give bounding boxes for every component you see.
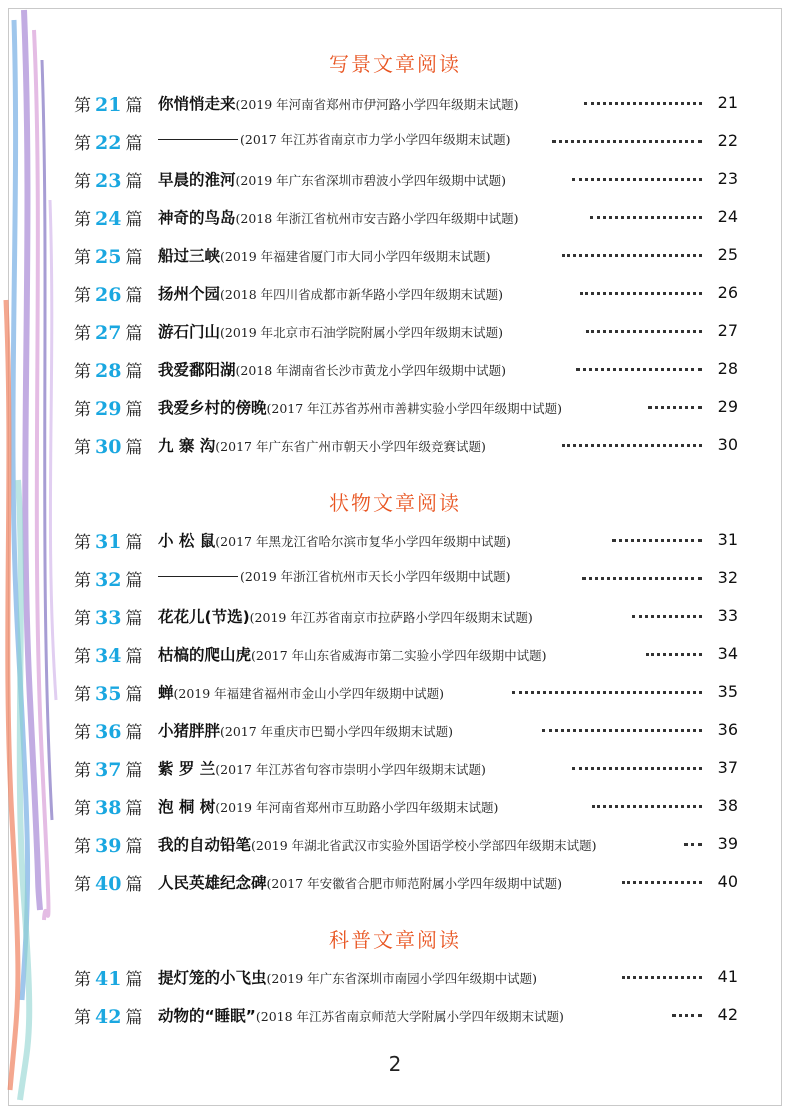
entry-suffix: 篇 — [125, 210, 143, 230]
entry-prefix: 第 — [74, 362, 91, 382]
entry-suffix: 篇 — [125, 799, 143, 819]
entry-suffix: 篇 — [125, 761, 143, 781]
entry-source: (2019 年福建省福州市金山小学四年级期中试题) — [173, 686, 445, 701]
entry-prefix: 第 — [74, 609, 91, 629]
entry-page: 23 — [717, 169, 738, 188]
entry-page: 38 — [717, 796, 738, 815]
entry-number: 23 — [95, 170, 122, 192]
entry-number: 31 — [95, 531, 122, 553]
title-blank-line — [158, 139, 238, 140]
entry-title: 小 松 鼠 — [158, 532, 216, 550]
entry-suffix: 篇 — [125, 647, 143, 667]
entry-page: 39 — [717, 834, 738, 853]
leader-dots — [672, 1014, 702, 1019]
entry-title: 我的自动铅笔 — [158, 836, 252, 854]
entry-number: 28 — [95, 360, 122, 382]
entry-number: 22 — [95, 132, 122, 154]
toc-entry-36[interactable] — [74, 718, 738, 746]
toc-entry-39[interactable] — [74, 832, 738, 860]
entry-title: 船过三峡 — [158, 247, 221, 265]
entry-title: 泡 桐 树 — [158, 798, 216, 816]
leader-dots — [684, 843, 702, 848]
entry-number: 26 — [95, 284, 122, 306]
section-title-objects: 状物文章阅读 — [329, 491, 461, 515]
entry-source: (2017 年安徽省合肥市师范附属小学四年级期中试题) — [266, 876, 563, 891]
entry-suffix: 篇 — [125, 172, 143, 192]
entry-source: (2019 年江苏省南京市拉萨路小学四年级期末试题) — [249, 610, 533, 625]
entry-suffix: 篇 — [125, 609, 143, 629]
entry-prefix: 第 — [74, 96, 91, 116]
entry-page: 42 — [717, 1005, 738, 1024]
leader-dots — [582, 577, 702, 582]
leader-dots — [586, 330, 702, 335]
entry-number: 41 — [95, 968, 122, 990]
toc-entry-33[interactable] — [74, 604, 738, 632]
entry-source: (2019 年广东省深圳市碧波小学四年级期中试题) — [235, 173, 507, 188]
entry-prefix: 第 — [74, 134, 91, 154]
entry-prefix: 第 — [74, 647, 91, 667]
entry-source: (2017 年重庆市巴蜀小学四年级期末试题) — [220, 724, 454, 739]
entry-prefix: 第 — [74, 685, 91, 705]
entry-page: 29 — [717, 397, 738, 416]
entry-number: 33 — [95, 607, 122, 629]
entry-suffix: 篇 — [125, 438, 143, 458]
entry-page: 34 — [717, 644, 738, 663]
leader-dots — [552, 140, 702, 145]
entry-number: 36 — [95, 721, 122, 743]
entry-suffix: 篇 — [125, 970, 143, 990]
entry-title: 枯槁的爬山虎 — [158, 646, 252, 664]
title-blank-line — [158, 576, 238, 577]
entry-number: 32 — [95, 569, 122, 591]
leader-dots — [580, 292, 702, 297]
toc-entry-42[interactable] — [74, 1003, 738, 1031]
toc-entry-37[interactable] — [74, 756, 738, 784]
leader-dots — [572, 767, 702, 772]
leader-dots — [562, 444, 702, 449]
entry-title: 花花儿(节选) — [158, 608, 250, 626]
entry-title: 动物的“睡眠” — [158, 1007, 256, 1025]
entry-source: (2018 年江苏省南京师范大学附属小学四年级期末试题) — [255, 1009, 564, 1024]
leader-dots — [648, 406, 702, 411]
entry-title: 紫 罗 兰 — [158, 760, 216, 778]
entry-title: 游石门山 — [158, 323, 221, 341]
entry-suffix: 篇 — [125, 685, 143, 705]
toc-entry-26[interactable] — [74, 281, 738, 309]
entry-suffix: 篇 — [125, 1008, 143, 1028]
entry-page: 37 — [717, 758, 738, 777]
toc-entry-40[interactable] — [74, 870, 738, 898]
leader-dots — [542, 729, 702, 734]
leader-dots — [632, 615, 702, 620]
entry-suffix: 篇 — [125, 533, 143, 553]
entry-page: 40 — [717, 872, 738, 891]
entry-number: 29 — [95, 398, 122, 420]
entry-prefix: 第 — [74, 400, 91, 420]
entry-number: 24 — [95, 208, 122, 230]
entry-prefix: 第 — [74, 723, 91, 743]
entry-prefix: 第 — [74, 248, 91, 268]
entry-title: 我爱鄱阳湖 — [158, 361, 236, 379]
entry-prefix: 第 — [74, 172, 91, 192]
leader-dots — [592, 805, 702, 810]
toc-entry-31[interactable] — [74, 528, 738, 556]
entry-page: 36 — [717, 720, 738, 739]
entry-title: 人民英雄纪念碑 — [158, 874, 267, 892]
entry-prefix: 第 — [74, 1008, 91, 1028]
entry-page: 22 — [717, 131, 738, 150]
entry-page: 31 — [717, 530, 738, 549]
entry-title: 九 寨 沟 — [158, 437, 216, 455]
entry-source: (2019 年北京市石油学院附属小学四年级期末试题) — [220, 325, 504, 340]
leader-dots — [646, 653, 702, 658]
entry-number: 27 — [95, 322, 122, 344]
entry-suffix: 篇 — [125, 362, 143, 382]
entry-source: (2019 年广东省深圳市南园小学四年级期中试题) — [266, 971, 538, 986]
entry-title: 蝉 — [158, 684, 174, 702]
entry-page: 35 — [717, 682, 738, 701]
entry-page: 41 — [717, 967, 738, 986]
toc-entry-27[interactable] — [74, 319, 738, 347]
entry-suffix: 篇 — [125, 134, 143, 154]
entry-suffix: 篇 — [125, 96, 143, 116]
entry-source: (2017 年广东省广州市朝天小学四年级竞赛试题) — [215, 439, 486, 454]
entry-number: 34 — [95, 645, 122, 667]
entry-prefix: 第 — [74, 571, 91, 591]
entry-title: 早晨的淮河 — [158, 171, 236, 189]
entry-suffix: 篇 — [125, 324, 143, 344]
entry-title: 扬州个园 — [158, 285, 221, 303]
leader-dots — [590, 216, 702, 221]
entry-prefix: 第 — [74, 210, 91, 230]
entry-source: (2018 年四川省成都市新华路小学四年级期末试题) — [220, 287, 504, 302]
entry-suffix: 篇 — [125, 571, 143, 591]
entry-page: 25 — [717, 245, 738, 264]
entry-source: (2019 年福建省厦门市大同小学四年级期末试题) — [220, 249, 491, 264]
entry-prefix: 第 — [74, 970, 91, 990]
leader-dots — [572, 178, 702, 183]
toc-entry-22[interactable] — [74, 129, 738, 157]
entry-source: (2018 年浙江省杭州市安吉路小学四年级期中试题) — [235, 211, 519, 226]
entry-source: (2018 年湖南省长沙市黄龙小学四年级期中试题) — [235, 363, 507, 378]
entry-title: 我爱乡村的傍晚 — [158, 399, 267, 417]
toc-entry-24[interactable] — [74, 205, 738, 233]
entry-suffix: 篇 — [125, 286, 143, 306]
toc-entry-32[interactable] — [74, 566, 738, 594]
entry-page: 32 — [717, 568, 738, 587]
entry-number: 40 — [95, 873, 122, 895]
entry-title: 提灯笼的小飞虫 — [158, 969, 267, 987]
entry-source: (2017 年江苏省南京市力学小学四年级期末试题) — [240, 132, 511, 147]
leader-dots — [622, 881, 702, 886]
toc-entry-23[interactable] — [74, 167, 738, 195]
entry-number: 35 — [95, 683, 122, 705]
entry-page: 28 — [717, 359, 738, 378]
entry-number: 25 — [95, 246, 122, 268]
entry-prefix: 第 — [74, 875, 91, 895]
entry-source: (2017 年山东省威海市第二实验小学四年级期中试题) — [251, 648, 547, 663]
entry-suffix: 篇 — [125, 723, 143, 743]
entry-title: 你悄悄走来 — [158, 95, 236, 113]
toc-entry-29[interactable] — [74, 395, 738, 423]
entry-number: 37 — [95, 759, 122, 781]
toc-entry-30[interactable] — [74, 433, 738, 461]
entry-page: 33 — [717, 606, 738, 625]
entry-suffix: 篇 — [125, 837, 143, 857]
leader-dots — [562, 254, 702, 259]
entry-page: 27 — [717, 321, 738, 340]
entry-prefix: 第 — [74, 533, 91, 553]
entry-title: 神奇的鸟岛 — [158, 209, 236, 227]
leader-dots — [512, 691, 702, 696]
entry-source: (2017 年江苏省苏州市善耕实验小学四年级期中试题) — [266, 401, 563, 416]
toc-entry-34[interactable] — [74, 642, 738, 670]
entry-page: 26 — [717, 283, 738, 302]
section-title-scenery: 写景文章阅读 — [329, 52, 461, 76]
toc-entry-35[interactable] — [74, 680, 738, 708]
entry-prefix: 第 — [74, 438, 91, 458]
entry-source: (2019 年河南省郑州市伊河路小学四年级期末试题) — [235, 97, 519, 112]
entry-suffix: 篇 — [125, 248, 143, 268]
entry-number: 42 — [95, 1006, 122, 1028]
entry-page: 21 — [717, 93, 738, 112]
entry-prefix: 第 — [74, 324, 91, 344]
toc-entry-41[interactable] — [74, 965, 738, 993]
entry-number: 38 — [95, 797, 122, 819]
toc-entry-25[interactable] — [74, 243, 738, 271]
leader-dots — [576, 368, 702, 373]
entry-source: (2019 年浙江省杭州市天长小学四年级期中试题) — [240, 569, 511, 584]
page-number: 2 — [388, 1052, 402, 1076]
entry-number: 30 — [95, 436, 122, 458]
leader-dots — [612, 539, 702, 544]
entry-prefix: 第 — [74, 761, 91, 781]
entry-source: (2019 年湖北省武汉市实验外国语学校小学部四年级期末试题) — [251, 838, 597, 853]
entry-suffix: 篇 — [125, 400, 143, 420]
toc-entry-21[interactable] — [74, 91, 738, 119]
entry-prefix: 第 — [74, 799, 91, 819]
entry-source: (2019 年河南省郑州市互助路小学四年级期末试题) — [215, 800, 499, 815]
entry-prefix: 第 — [74, 837, 91, 857]
entry-source: (2017 年江苏省句容市崇明小学四年级期末试题) — [215, 762, 486, 777]
toc-entry-38[interactable] — [74, 794, 738, 822]
entry-page: 30 — [717, 435, 738, 454]
entry-suffix: 篇 — [125, 875, 143, 895]
entry-source: (2017 年黑龙江省哈尔滨市复华小学四年级期中试题) — [215, 534, 511, 549]
leader-dots — [584, 102, 702, 107]
entry-prefix: 第 — [74, 286, 91, 306]
entry-page: 24 — [717, 207, 738, 226]
section-title-science: 科普文章阅读 — [329, 928, 461, 952]
toc-entry-28[interactable] — [74, 357, 738, 385]
entry-number: 21 — [95, 94, 122, 116]
leader-dots — [622, 976, 702, 981]
entry-title: 小猪胖胖 — [158, 722, 221, 740]
entry-number: 39 — [95, 835, 122, 857]
